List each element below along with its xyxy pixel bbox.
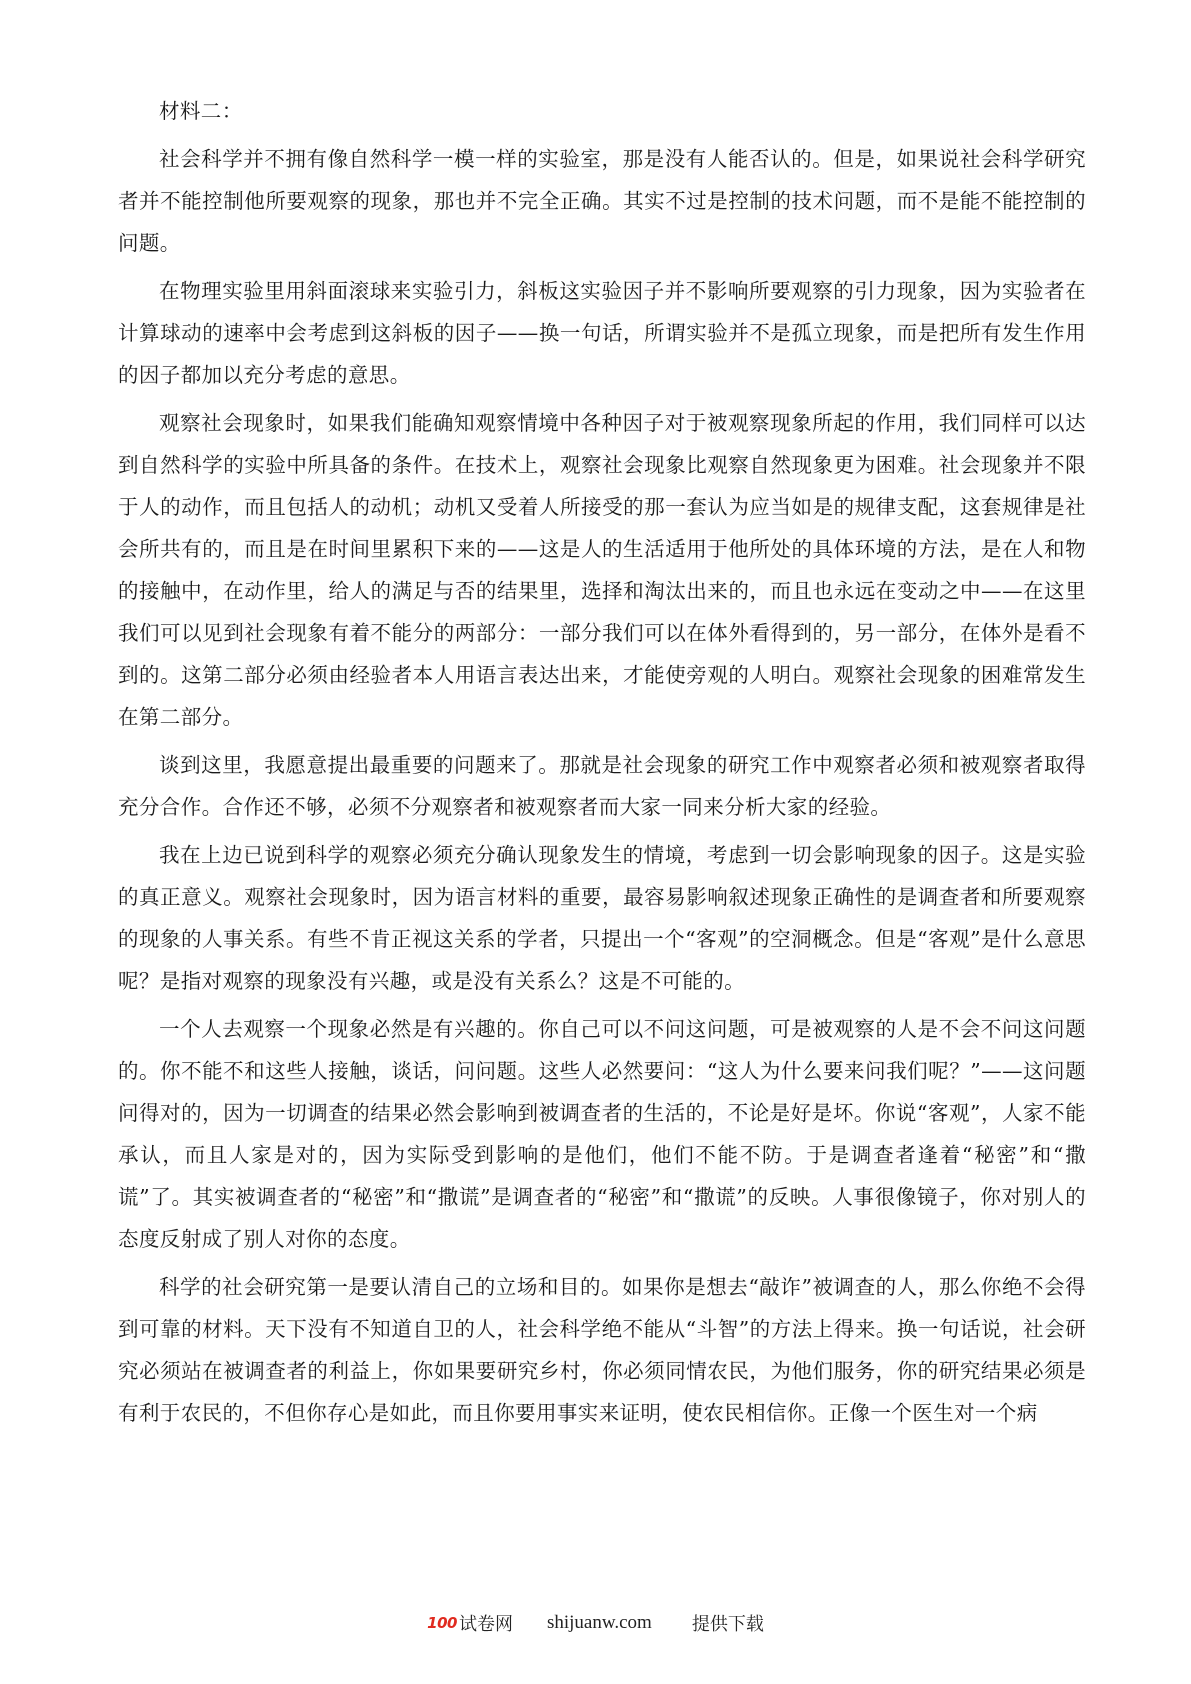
paragraph-6: 一个人去观察一个现象必然是有兴趣的。你自己可以不问这问题，可是被观察的人是不会不问这问题的。你不能不和这些人接触，谈话，问问题。这些人必然要问：“这人为什么要来问我们呢？”——这问题问得对的，因为一切调查的结果必然会影响到被调查者的生活的，不论是好是坏。你说“客观”，人家不能承认，而且人家是对的，因为实际受到影响的是他们，他们不能不防。于是调查者逢着“秘密”和“撒谎”了。其实被调查者的“秘密”和“撒谎”是调查者的“秘密”和“撒谎”的反映。人事很像镜子，你对别人的态度反射成了别人对你的态度。 [118, 1017, 1086, 1251]
paragraph-2: 在物理实验里用斜面滚球来实验引力，斜板这实验因子并不影响所要观察的引力现象，因为实验者在计算球动的速率中会考虑到这斜板的因子——换一句话，所谓实验并不是孤立现象，而是把所有发生作用的因子都加以充分考虑的意思。 [118, 279, 1086, 387]
page-footer [0, 1608, 1191, 1638]
paragraph-7: 科学的社会研究第一是要认清自己的立场和目的。如果你是想去“敲诈”被调查的人，那么你绝不会得到可靠的材料。天下没有不知道自卫的人，社会科学绝不能从“斗智”的方法上得来。换一句话说，社会研究必须站在被调查者的利益上，你如果要研究乡村，你必须同情农民，为他们服务，你的研究结果必须是有利于农民的，不但你存心是如此，而且你要用事实来证明，使农民相信你。正像一个医生对一个病 [118, 1275, 1086, 1425]
paragraph-1: 社会科学并不拥有像自然科学一模一样的实验室，那是没有人能否认的。但是，如果说社会科学研究者并不能控制他所要观察的现象，那也并不完全正确。其实不过是控制的技术问题，而不是能不能控制的问题。 [118, 147, 1086, 255]
paragraph-4: 谈到这里，我愿意提出最重要的问题来了。那就是社会现象的研究工作中观察者必须和被观察者取得充分合作。合作还不够，必须不分观察者和被观察者而大家一同来分析大家的经验。 [118, 753, 1086, 819]
brand-name: 试卷网 [458, 1614, 513, 1635]
paragraph-3: 观察社会现象时，如果我们能确知观察情境中各种因子对于被观察现象所起的作用，我们同样可以达到自然科学的实验中所具备的条件。在技术上，观察社会现象比观察自然现象更为困难。社会现象并不限于人的动作，而且包括人的动机；动机又受着人所接受的那一套认为应当如是的规律支配，这套规律是社会所共有的，而且是在时间里累积下来的——这是人的生活适用于他所处的具体环境的方法，是在人和物的接触中，在动作里，给人的满足与否的结果里，选择和淘汰出来的，而且也永远在变动之中——在这里我们可以见到社会现象有着不能分的两部分：一部分我们可以在体外看得到的，另一部分，在体外是看不到的。这第二部分必须由经验者本人用语言表达出来，才能使旁观的人明白。观察社会现象的困难常发生在第二部分。 [118, 411, 1086, 729]
material-heading: 材料二： [159, 99, 243, 123]
footer-download-text: 提供下载 [691, 1614, 764, 1635]
brand-logo-icon: 100 [427, 1614, 457, 1632]
paragraph-5: 我在上边已说到科学的观察必须充分确认现象发生的情境，考虑到一切会影响现象的因子。这是实验的真正意义。观察社会现象时，因为语言材料的重要，最容易影响叙述现象正确性的是调查者和所要观察的现象的人事关系。有些不肯正视这关系的学者，只提出一个“客观”的空洞概念。但是“客观”是什么意思呢？是指对观察的现象没有兴趣，或是没有关系么？这是不可能的。 [118, 843, 1086, 993]
document-body [118, 90, 1086, 1440]
footer-site: shijuanw.com [546, 1612, 652, 1633]
footer-brand [427, 1610, 513, 1636]
